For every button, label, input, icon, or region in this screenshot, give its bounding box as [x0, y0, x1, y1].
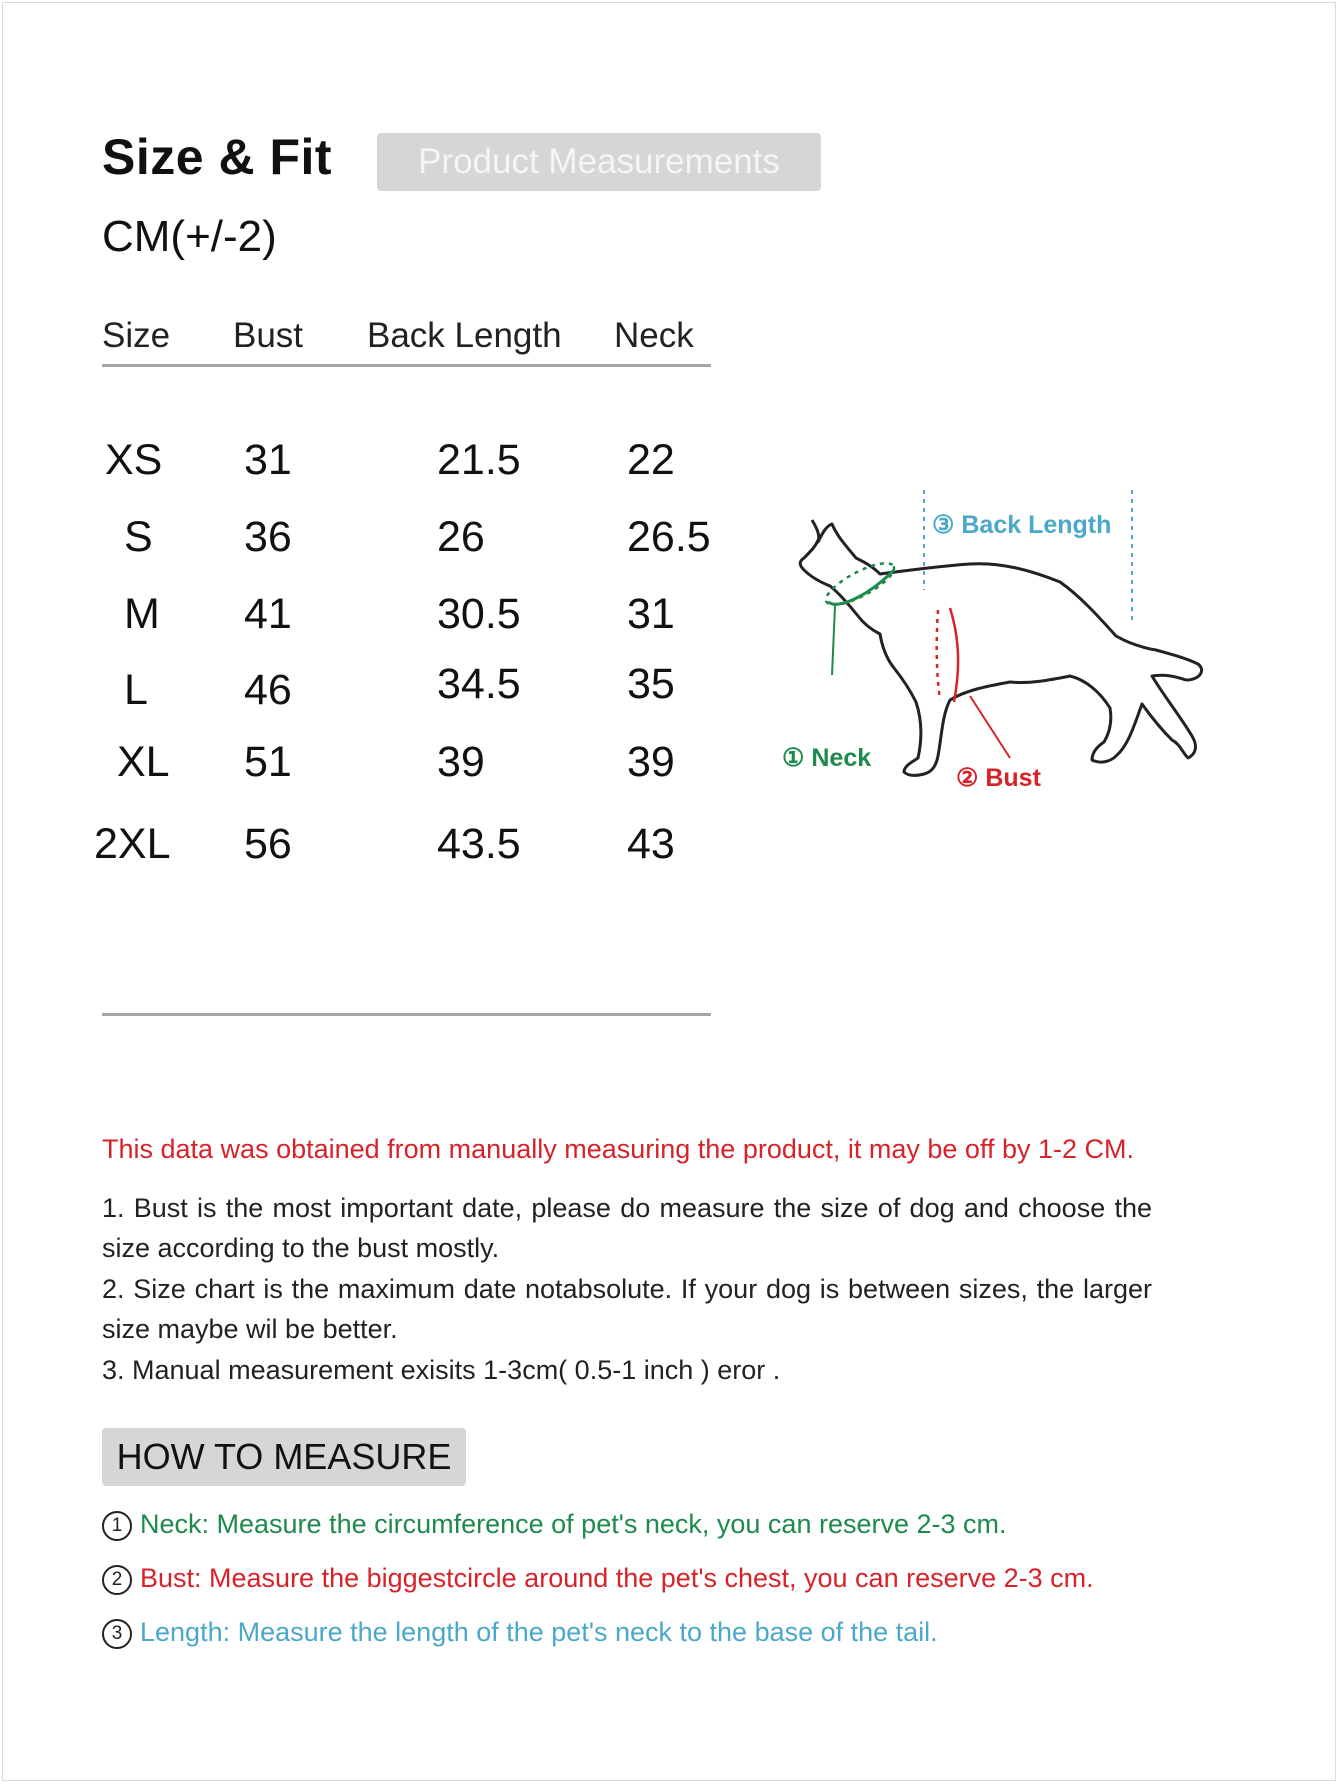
row-m-back: 30.5	[437, 590, 521, 638]
row-m-size: M	[124, 590, 160, 638]
row-2xl-back: 43.5	[437, 820, 521, 868]
row-xs-neck: 22	[627, 436, 675, 484]
neck-pointer	[832, 606, 835, 675]
header-neck: Neck	[614, 316, 694, 355]
note-item-2: 2. Size chart is the maximum date notabsolute. If your dog is between sizes, the larger size maybe wil be better.	[102, 1274, 1152, 1344]
row-xs-back: 21.5	[437, 436, 521, 484]
row-l-bust: 46	[244, 666, 292, 714]
header-bust: Bust	[233, 316, 304, 355]
row-s-size: S	[124, 513, 153, 561]
row-xl-size: XL	[117, 738, 170, 786]
how-step-bust	[102, 1563, 1094, 1595]
row-2xl-size: 2XL	[94, 820, 171, 868]
measurement-warning: This data was obtained from manually measuring the product, it may be off by 1-2 CM.	[102, 1134, 1134, 1164]
bust-loop-dashed	[937, 610, 940, 700]
how-step-bust-text: Bust: Measure the biggestcircle around the pet's chest, you can reserve 2-3 cm.	[140, 1563, 1094, 1593]
page-title: Size & Fit	[102, 129, 333, 185]
row-xs-bust: 31	[244, 436, 292, 484]
row-s-back: 26	[437, 513, 485, 561]
row-m-neck: 31	[627, 590, 675, 638]
product-measurements-badge: Product Measurements	[377, 133, 821, 191]
bust-loop-solid	[950, 608, 958, 702]
row-s-neck: 26.5	[627, 513, 711, 561]
back-length-diagram-label: ③ Back Length	[932, 511, 1112, 539]
row-2xl-bust: 56	[244, 820, 292, 868]
dog-measurement-diagram	[760, 470, 1210, 840]
unit-label: CM(+/-2)	[102, 212, 277, 261]
row-xl-bust: 51	[244, 738, 292, 786]
note-item-3: 3. Manual measurement exisits 1-3cm( 0.5-1 inch ) eror .	[102, 1355, 781, 1385]
row-xl-back: 39	[437, 738, 485, 786]
row-l-neck: 35	[627, 660, 675, 708]
table-header-divider	[102, 364, 711, 367]
note-item-1: 1. Bust is the most important date, please do measure the size of dog and choose the size according to the bust mostly.	[102, 1193, 1152, 1263]
row-xl-neck: 39	[627, 738, 675, 786]
neck-diagram-label: ① Neck	[782, 744, 872, 772]
how-step-length-text: Length: Measure the length of the pet's neck to the base of the tail.	[140, 1617, 938, 1647]
how-step-neck-text: Neck: Measure the circumference of pet's neck, you can reserve 2-3 cm.	[140, 1509, 1007, 1539]
how-step-neck	[102, 1509, 1007, 1541]
step-number-3-icon: 3	[102, 1619, 132, 1649]
row-xs-size: XS	[105, 436, 163, 484]
row-l-back: 34.5	[437, 660, 521, 708]
dog-outline	[800, 520, 1201, 775]
how-to-measure-badge: HOW TO MEASURE	[102, 1428, 466, 1486]
header-size: Size	[102, 316, 171, 355]
header-back-length: Back Length	[367, 316, 562, 355]
row-m-bust: 41	[244, 590, 292, 638]
bust-diagram-label: ② Bust	[956, 764, 1041, 792]
table-bottom-divider	[102, 1013, 711, 1016]
row-2xl-neck: 43	[627, 820, 675, 868]
row-s-bust: 36	[244, 513, 292, 561]
neck-loop-front	[828, 570, 894, 604]
step-number-2-icon: 2	[102, 1565, 132, 1595]
bust-pointer	[970, 696, 1010, 758]
how-step-length	[102, 1617, 938, 1649]
row-l-size: L	[124, 666, 148, 714]
step-number-1-icon: 1	[102, 1511, 132, 1541]
